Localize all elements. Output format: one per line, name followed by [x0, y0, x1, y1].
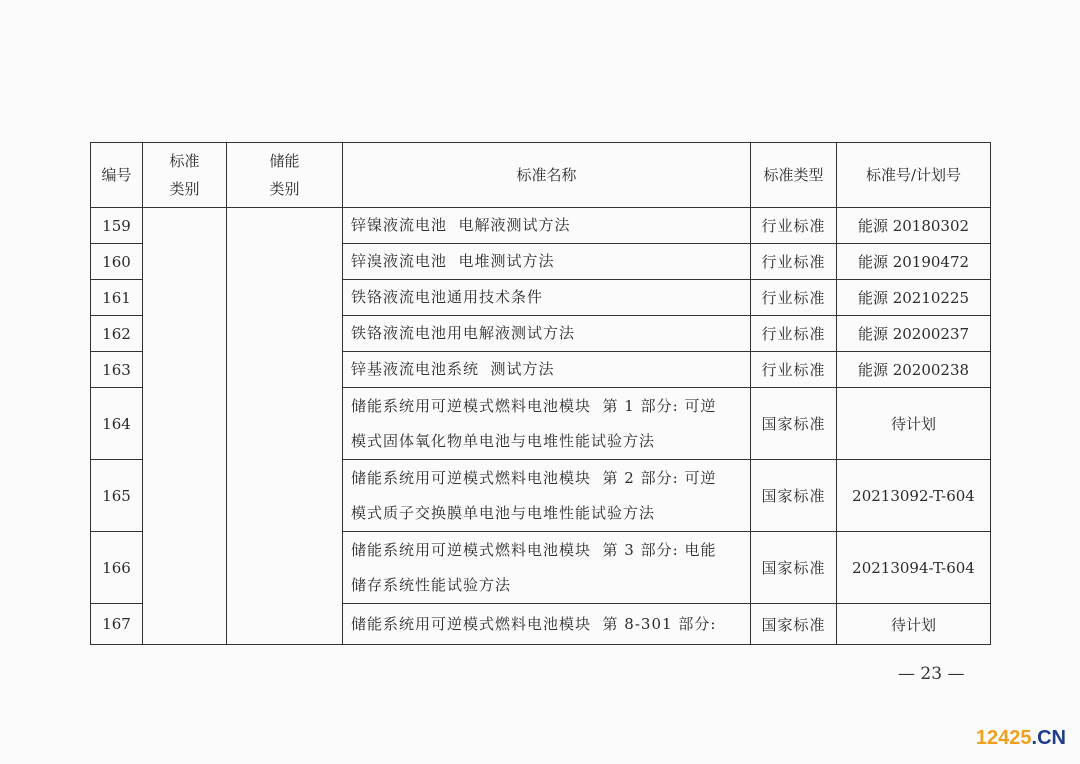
- row-number: 167: [91, 604, 143, 645]
- header-standard-code: 标准号/计划号: [837, 143, 991, 208]
- standard-name: 锌镍液流电池 电解液测试方法: [343, 208, 751, 244]
- standard-type: 国家标准: [751, 604, 837, 645]
- row-number: 164: [91, 388, 143, 460]
- standard-name: 储能系统用可逆模式燃料电池模块 第 2 部分: 可逆 模式质子交换膜单电池与电堆性能试验方法: [343, 460, 751, 532]
- row-number: 159: [91, 208, 143, 244]
- standard-type: 行业标准: [751, 244, 837, 280]
- table-row: [91, 208, 991, 244]
- standard-type: 行业标准: [751, 316, 837, 352]
- standard-code: 待计划: [837, 388, 991, 460]
- site-watermark-logo: [976, 727, 1066, 750]
- standard-type: 行业标准: [751, 280, 837, 316]
- standard-code: 能源 20180302: [837, 208, 991, 244]
- standard-name: 铁铬液流电池通用技术条件: [343, 280, 751, 316]
- header-row: [91, 143, 991, 208]
- standard-code: 能源 20200237: [837, 316, 991, 352]
- row-number: 166: [91, 532, 143, 604]
- header-storage-category: 储能 类别: [227, 143, 343, 208]
- standard-name: 锌溴液流电池 电堆测试方法: [343, 244, 751, 280]
- row-number: 162: [91, 316, 143, 352]
- standard-code: 20213092-T-604: [837, 460, 991, 532]
- header-standard-type: 标准类型: [751, 143, 837, 208]
- standard-name: 储能系统用可逆模式燃料电池模块 第 1 部分: 可逆 模式固体氧化物单电池与电堆性能试验方法: [343, 388, 751, 460]
- standard-name: 铁铬液流电池用电解液测试方法: [343, 316, 751, 352]
- standard-code: 能源 20210225: [837, 280, 991, 316]
- standard-code: 能源 20190472: [837, 244, 991, 280]
- standard-name: 储能系统用可逆模式燃料电池模块 第 3 部分: 电能 储存系统性能试验方法: [343, 532, 751, 604]
- standard-name: 锌基液流电池系统 测试方法: [343, 352, 751, 388]
- row-number: 163: [91, 352, 143, 388]
- header-standard-category: 标准 类别: [143, 143, 227, 208]
- watermark-domain: .CN: [1031, 727, 1066, 749]
- standard-type: 行业标准: [751, 352, 837, 388]
- standard-type: 行业标准: [751, 208, 837, 244]
- page-number: — 23 —: [898, 664, 965, 684]
- standard-code: 待计划: [837, 604, 991, 645]
- header-number: 编号: [91, 143, 143, 208]
- standard-name: 储能系统用可逆模式燃料电池模块 第 8-301 部分:: [343, 604, 751, 645]
- watermark-digits: 12425: [975, 727, 1032, 749]
- standards-table: [90, 142, 991, 645]
- standard-code: 20213094-T-604: [837, 532, 991, 604]
- standard-type: 国家标准: [751, 460, 837, 532]
- storage-category-cell: [227, 208, 343, 645]
- standard-type: 国家标准: [751, 388, 837, 460]
- row-number: 161: [91, 280, 143, 316]
- standard-type: 国家标准: [751, 532, 837, 604]
- header-standard-name: 标准名称: [343, 143, 751, 208]
- row-number: 165: [91, 460, 143, 532]
- row-number: 160: [91, 244, 143, 280]
- standard-category-cell: [143, 208, 227, 645]
- standard-code: 能源 20200238: [837, 352, 991, 388]
